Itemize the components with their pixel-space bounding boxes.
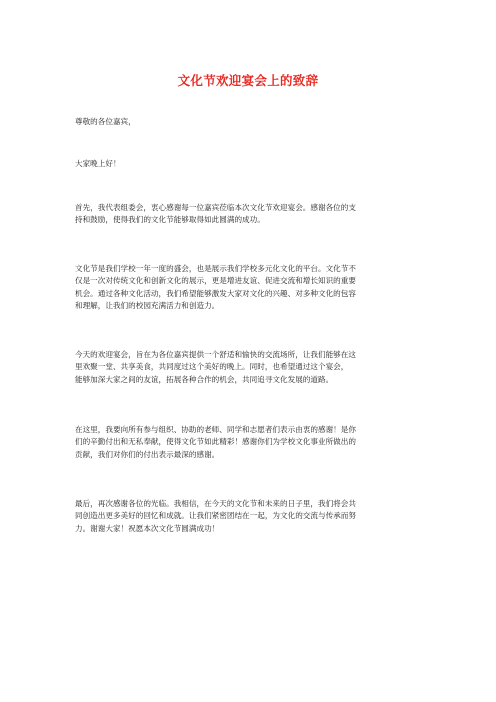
paragraph-line: 大家晚上好！ [75, 159, 121, 168]
paragraph-line: 在这里，我要向所有参与组织、协助的老师、同学和志愿者们表示由衷的感谢！是你 [75, 425, 356, 434]
banquet-paragraph [75, 349, 425, 386]
paragraph-line: 和理解，让我们的校园充满活力和创造力。 [75, 301, 220, 311]
paragraph-line: 能够加深大家之间的友谊，拓展各种合作的机会，共同追寻文化发展的道路。 [75, 374, 334, 384]
festival-paragraph [75, 263, 425, 313]
closing-paragraph [75, 498, 425, 535]
paragraph-line: 今天的欢迎宴会，旨在为各位嘉宾提供一个舒适和愉快的交流场所，让我们能够在这 [75, 350, 356, 359]
greeting-paragraph [75, 158, 425, 170]
paragraph-line: 们的辛勤付出和无私奉献，使得文化节如此精彩！感谢你们为学校文化事业所做出的 [75, 437, 356, 447]
paragraph-line: 最后，再次感谢各位的光临。我相信，在今天的文化节和未来的日子里，我们将会共 [75, 499, 356, 508]
paragraph-line: 文化节是我们学校一年一度的盛会，也是展示我们学校多元化文化的平台。文化节不 [75, 264, 356, 273]
paragraph-line: 贡献，我们对你们的付出表示最深的感谢。 [75, 449, 220, 459]
acknowledgement-paragraph [75, 424, 425, 461]
paragraph-line: 仅是一次对传统文化和创新文化的展示，更是增进友谊、促进交流和增长知识的重要 [75, 276, 356, 286]
paragraph-line: 机会。通过各种文化活动，我们希望能够激发大家对文化的兴趣、对多种文化的包容 [75, 288, 356, 298]
paragraph-line: 持和鼓励，使得我们的文化节能够取得如此圆满的成功。 [75, 215, 265, 225]
paragraph-line: 同创造出更多美好的回忆和成就。让我们紧密团结在一起，为文化的交流与传承而努 [75, 511, 356, 521]
paragraph-line: 首先，我代表组委会，衷心感谢每一位嘉宾莅临本次文化节欢迎宴会。感谢各位的支 [75, 203, 356, 212]
salutation-paragraph [75, 116, 425, 128]
document-title: 文化节欢迎宴会上的致辞 [177, 73, 319, 88]
paragraph-line: 尊敬的各位嘉宾， [75, 117, 136, 126]
thanks-paragraph [75, 202, 425, 227]
paragraph-line: 里欢聚一堂、共享美食，共同度过这个美好的晚上。同时，也希望通过这个宴会， [75, 362, 349, 372]
paragraph-line: 力。谢谢大家！祝愿本次文化节圆满成功！ [75, 523, 220, 533]
